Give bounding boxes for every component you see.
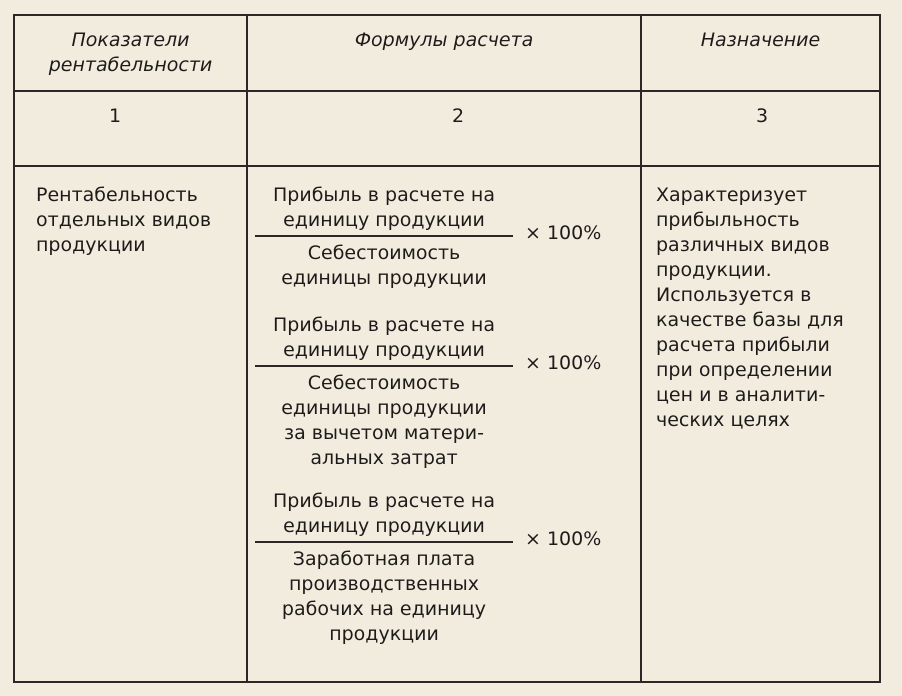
formula-3-multiplier: × 100% — [525, 528, 602, 550]
header-indicators: Показатели рентабельности — [48, 29, 213, 76]
column-number-2: 2 — [451, 105, 465, 127]
formula-3-numerator: Прибыль в расчете на единицу продукции — [273, 490, 495, 537]
column-number-1: 1 — [108, 105, 122, 127]
table-border-top — [13, 14, 881, 16]
formula-2 — [255, 313, 635, 471]
formula-2-denominator: Себестоимость единицы продукции за вычетом матери- альных затрат — [281, 372, 487, 469]
formula-2-fraction-bar — [255, 365, 513, 367]
formula-3 — [255, 489, 635, 647]
indicator-name: Рентабельность отдельных видов продукции — [36, 184, 212, 256]
header-divider — [13, 90, 881, 92]
formula-1-numerator: Прибыль в расчете на единицу продукции — [273, 184, 495, 231]
formula-2-multiplier: × 100% — [525, 352, 602, 374]
table-border-bottom — [13, 681, 881, 683]
column-number-3: 3 — [755, 105, 769, 127]
purpose-text: Характеризует прибыльность различных видов продукции. Используется в качестве базы для расчета прибыли при определении цен и в аналити- ческих целях — [656, 184, 844, 431]
formula-3-denominator: Заработная плата производственных рабочих на единицу продукции — [281, 548, 487, 645]
formula-1 — [255, 183, 635, 291]
formula-1-fraction-bar — [255, 235, 513, 237]
header-purpose: Назначение — [700, 29, 821, 51]
formula-1-denominator: Себестоимость единицы продукции — [281, 242, 487, 289]
header-formulas: Формулы расчета — [354, 29, 534, 51]
formula-1-multiplier: × 100% — [525, 222, 602, 244]
number-row-divider — [13, 165, 881, 167]
formula-3-fraction-bar — [255, 541, 513, 543]
formula-2-numerator: Прибыль в расчете на единицу продукции — [273, 314, 495, 361]
